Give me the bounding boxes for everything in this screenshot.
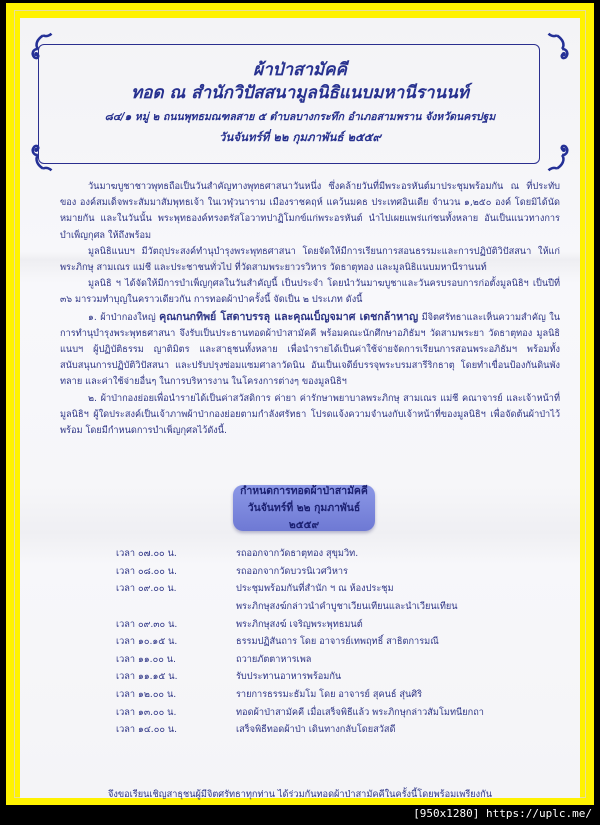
flyer-date: วันจันทร์ที่ ๒๒ กุมภาพันธ์ ๒๕๕๙: [219, 130, 381, 144]
schedule-row: [116, 633, 516, 651]
schedule-time: เวลา ๑๑.๑๕ น.: [116, 671, 178, 683]
schedule-row: [116, 703, 516, 721]
paragraph-makha-bucha: วันมาฆบูชาชาวพุทธถือเป็นวันสำคัญทางพุทธศาสนาวันหนึ่ง ซึ่งคล้ายวันที่มีพระอรหันต์มาประชุมพร้อมกัน ณ ที่ประทับของ องค์สมเด็จพระสัมมาสัมพุทธเจ้า ในเวฬุวนาราม เมืองราชคฤห์ แคว้นมคธ ประเทศอินเดีย จำนวน ๑,๒๕๐ องค์ โดยมิได้นัดหมายกัน และในวันนั้น พระพุทธองค์ทรงตรัสโอวาทปาฏิโมกข์แก่พระอรหันต์ นำไปเผยแพร่แก่ชนทั้งหลาย อันเป็นแนวทางการบำเพ็ญกุศล ให้ถึงพร้อม: [60, 181, 560, 241]
schedule-time: เวลา ๑๒.๐๐ น.: [116, 689, 177, 701]
schedule-banner: [233, 485, 375, 531]
schedule-time: เวลา ๐๘.๐๐ น.: [116, 565, 177, 577]
image-host-stamp: [950x1280] https://uplc.me/: [413, 807, 592, 820]
schedule-desc: รถออกจากวัดธาตุทอง สุขุมวิท.: [236, 548, 359, 560]
item1-description: มีจิตศรัทธาและเห็นความสำคัญ ในการทำนุบำรุงพระพุทธศาสนา จึงรับเป็นประธานทอดผ้าป่าสามัคคี พร้อมคณะนักศึกษาอภิธัมฯ วัดสามพระยา วัดธาตุทอง มูลนิธิแนบฯ ผู้ปฏิบัติธรรม ญาติมิตร และสาธุชนทั้งหลาย เพื่อนำรายได้เป็นค่าใช้จ่ายจัดการเรียนการสอนพระอภิธัมฯ พร้อมทั้ง สนับสนุนการปฏิบัติวิปัสสนา และปรับปรุงซ่อมแซมศาลาวัดนิน อันเป็นเจดีย์บรรจุพระบรมสารีริกธาตุ โดยทำเขื่อนป้องกันดินพังทลาย และค่าใช้จ่ายอื่นๆ ในการบริหารงาน ในโครงการต่างๆ ของมูลนิธิฯ: [60, 311, 561, 388]
banner-title: กำหนดการทอดผ้าป่าสามัคคี: [240, 484, 368, 497]
flyer-subtitle: ทอด ณ สำนักวิปัสสนามูลนิธิแนบมหานีรานนท์: [131, 83, 469, 103]
flyer-address: ๘๔/๑ หมู่ ๒ ถนนพุทธมณฑลสาย ๕ ตำบลบางกระทึก อำเภอสามพราน จังหวัดนครปฐม: [104, 111, 496, 123]
schedule-row: [116, 686, 516, 704]
schedule-time: เวลา ๑๑.๐๐ น.: [116, 653, 176, 665]
schedule-row: [116, 615, 516, 633]
schedule-desc: พระภิกษุสงฆ์กล่าวนำคำบูชาเวียนเทียนและนำเวียนเทียน: [236, 601, 458, 613]
schedule-desc: รายการธรรมะธัมโม โดย อาจารย์ สุคนธ์ สุ่นศิริ: [236, 689, 423, 701]
item1-sponsor-names: คุณกนกทิพย์ โสดาบรรลุ และคุณเบ็ญจมาศ เดชกล้าหาญ: [159, 310, 419, 323]
schedule-time: เวลา ๑๔.๐๐ น.: [116, 724, 178, 736]
flyer-title: ผ้าป่าสามัคคี: [253, 60, 347, 80]
schedule-desc: ธรรมปฏิสันถาร โดย อาจารย์เทพฤทธิ์ สาธิตการมณี: [236, 636, 439, 648]
item1-prefix: ๑. ผ้าป่ากองใหญ่: [88, 311, 160, 323]
closing-invitation: จึงขอเรียนเชิญสาธุชนผู้มีจิตศรัทธาทุกท่าน ได้ร่วมกันทอดผ้าป่าสามัคคีในครั้งนี้โดยพร้อมเพรียงกัน: [108, 789, 492, 800]
schedule-desc: รับประทานอาหารพร้อมกัน: [236, 671, 342, 683]
item-main-offering: [60, 309, 560, 391]
schedule-desc: รถออกจากวัดบวรนิเวศวิหาร: [236, 565, 348, 577]
body-section-1: [60, 179, 560, 439]
schedule-row: [116, 668, 516, 686]
schedule-row: [116, 721, 516, 739]
schedule-time: เวลา ๐๙.๐๐ น.: [116, 583, 177, 595]
schedule-row: [116, 563, 516, 581]
schedule-time: เวลา ๐๗.๐๐ น.: [116, 548, 177, 560]
paragraph-merit-making: มูลนิธิ ฯ ได้จัดให้มีการบำเพ็ญกุศลในวันสำคัญนี้ เป็นประจำ โดยนำวันมาฆบูชาและวันครบรอบการก่อตั้งมูลนิธิฯ เป็นปีที่ ๓๖ มารวมทำบุญในคราวเดียวกัน การทอดผ้าป่าครั้งนี้ จัดเป็น ๒ ประเภท ดังนี้: [60, 278, 560, 306]
schedule-row: [116, 580, 516, 598]
schedule-desc: ถวายภัตตาหารเพล: [236, 653, 312, 665]
schedule-time: เวลา ๑๓.๐๐ น.: [116, 706, 177, 718]
schedule-time: เวลา ๑๐.๑๕ น.: [116, 636, 178, 648]
schedule-list: [116, 545, 516, 739]
schedule-row: [116, 651, 516, 669]
schedule-desc: ประชุมพร้อมกันที่สำนัก ฯ ณ ห้องประชุม: [236, 583, 394, 595]
paragraph-foundation-purpose: มูลนิธิแนบฯ มีวัตถุประสงค์ทำนุบำรุงพระพุทธศาสนา โดยจัดให้มีการเรียนการสอนธรรมะและการปฏิบัติวิปัสสนา ให้แก่ พระภิกษุ สามเณร แม่ชี และประชาชนทั่วไป ที่วัดสามพระยาวรวิหาร วัดธาตุทอง และมูลนิธิแนบมหานีรานนท์: [60, 245, 560, 274]
banner-date: วันจันทร์ที่ ๒๒ กุมภาพันธ์ ๒๕๕๙: [247, 501, 361, 531]
schedule-row: [116, 545, 516, 563]
schedule-row: [116, 598, 516, 616]
schedule-desc: ทอดผ้าป่าสามัคคี เมื่อเสร็จพิธีแล้ว พระภิกษุกล่าวสัมโมทนียกถา: [236, 706, 484, 718]
schedule-desc: พระภิกษุสงฆ์ เจริญพระพุทธมนต์: [236, 618, 363, 630]
schedule-time: เวลา ๐๙.๓๐ น.: [116, 618, 178, 630]
schedule-desc: เสร็จพิธีทอดผ้าป่า เดินทางกลับโดยสวัสดี: [236, 724, 396, 736]
item-sub-offering: ๒. ผ้าป่ากองย่อยเพื่อนำรายได้เป็นค่าสวัสดิการ ค่ายา ค่ารักษาพยาบาลพระภิกษุ สามเณร แม่ชี คณาจารย์ และเจ้าหน้าที่มูลนิธิฯ ผู้ใดประสงค์เป็นเจ้าภาพผ้าป่ากองย่อยตามกำลังศรัทธา โปรดแจ้งความจำนงกับเจ้าหน้าที่ของมูลนิธิฯ เพื่อจัดต้นผ้าป่าไว้พร้อม โดยมีกำหนดการบำเพ็ญกุศลไว้ดังนี้.: [60, 392, 560, 437]
